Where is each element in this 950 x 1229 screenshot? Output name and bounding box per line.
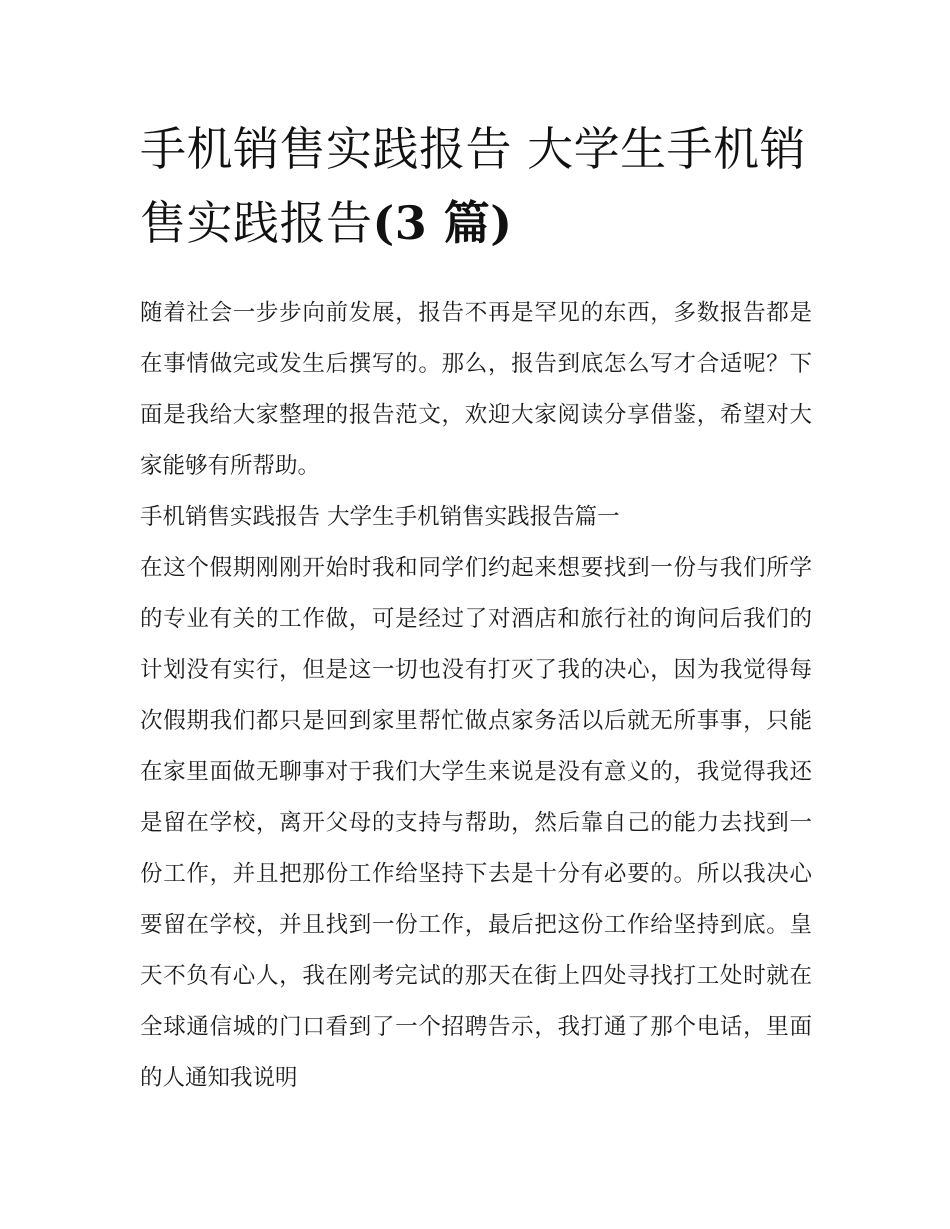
document-page xyxy=(140,112,812,1104)
title-count-text: (3 篇) xyxy=(372,196,513,250)
section-paragraph: 在这个假期刚刚开始时我和同学们约起来想要找到一份与我们所学的专业有关的工作做，可是经过了对酒店和旅行社的询问后我们的计划没有实行，但是这一切也没有打灭了我的决心，因为我觉得每次假期我们都只是回到家里帮忙做点家务活以后就无所事事，只能在家里面做无聊事对于我们大学生来说是没有意义的，我觉得我还是留在学校，离开父母的支持与帮助，然后靠自己的能力去找到一份工作，并且把那份工作给坚持下去是十分有必要的。所以我决心要留在学校，并且找到一份工作，最后把这份工作给坚持到底。皇天不负有心人，我在刚考完试的那天在街上四处寻找打工处时就在全球通信城的门口看到了一个招聘告示，我打通了那个电话，里面的人通知我说明 xyxy=(140,555,812,1091)
intro-paragraph: 随着社会一步步向前发展，报告不再是罕见的东西，多数报告都是在事情做完或发生后撰写的。那么，报告到底怎么写才合适呢？下面是我给大家整理的报告范文，欢迎大家阅读分享借鉴，希望对大家能够有所帮助。 xyxy=(140,300,812,479)
document-title xyxy=(140,112,812,260)
section-heading: 手机销售实践报告 大学生手机销售实践报告篇一 xyxy=(140,504,620,530)
title-main-text: 手机销售实践报告 大学生手机销售实践报告 xyxy=(140,122,807,250)
